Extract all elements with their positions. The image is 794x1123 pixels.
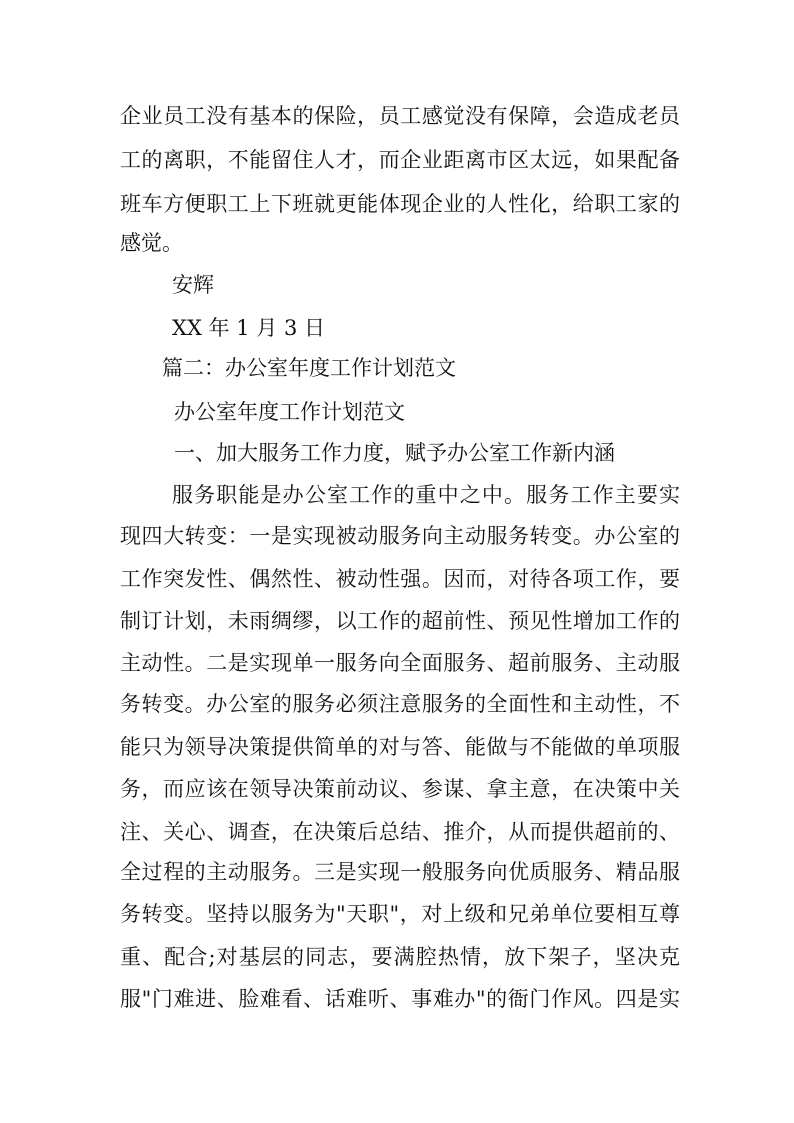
- paragraph-line: 务，而应该在领导决策前动议、参谋、拿主意，在决策中关: [120, 777, 680, 801]
- paragraph-line: 班车方便职工上下班就更能体现企业的人性化，给职工家的: [120, 192, 680, 216]
- paragraph-line: 服"门难进、脸难看、话难听、事难办"的衙门作风。四是实: [120, 987, 680, 1011]
- paragraph-line: 工的离职，不能留住人才，而企业距离市区太远，如果配备: [120, 148, 680, 172]
- paragraph-line: 主动性。二是实现单一服务向全面服务、超前服务、主动服: [120, 651, 680, 675]
- paragraph-line: 重、配合;对基层的同志，要满腔热情，放下架子，坚决克: [120, 945, 680, 969]
- paragraph-line: 感觉。: [120, 231, 183, 255]
- section-title: 篇二：办公室年度工作计划范文: [162, 356, 456, 380]
- paragraph-line: 务转变。办公室的服务必须注意服务的全面性和主动性，不: [120, 692, 680, 716]
- paragraph-line: 全过程的主动服务。三是实现一般服务向优质服务、精品服: [120, 860, 680, 884]
- paragraph-line: 企业员工没有基本的保险，员工感觉没有保障，会造成老员: [120, 104, 680, 128]
- signature-date: XX 年 1 月 3 日: [172, 316, 325, 340]
- signature-name: 安辉: [172, 273, 214, 297]
- paragraph-line: 能只为领导决策提供简单的对与答、能做与不能做的单项服: [120, 735, 680, 759]
- paragraph-line: 注、关心、调查，在决策后总结、推介，从而提供超前的、: [120, 820, 680, 844]
- paragraph-line: 现四大转变：一是实现被动服务向主动服务转变。办公室的: [120, 524, 680, 548]
- document-title: 办公室年度工作计划范文: [174, 400, 405, 424]
- paragraph-line: 制订计划，未雨绸缪，以工作的超前性、预见性增加工作的: [120, 609, 680, 633]
- paragraph-line: 工作突发性、偶然性、被动性强。因而，对待各项工作，要: [120, 567, 680, 591]
- paragraph-line: 务转变。坚持以服务为"天职"，对上级和兄弟单位要相互尊: [120, 902, 680, 926]
- section-heading: 一、加大服务工作力度，赋予办公室工作新内涵: [174, 441, 615, 465]
- paragraph-line: 服务职能是办公室工作的重中之中。服务工作主要实: [172, 483, 680, 507]
